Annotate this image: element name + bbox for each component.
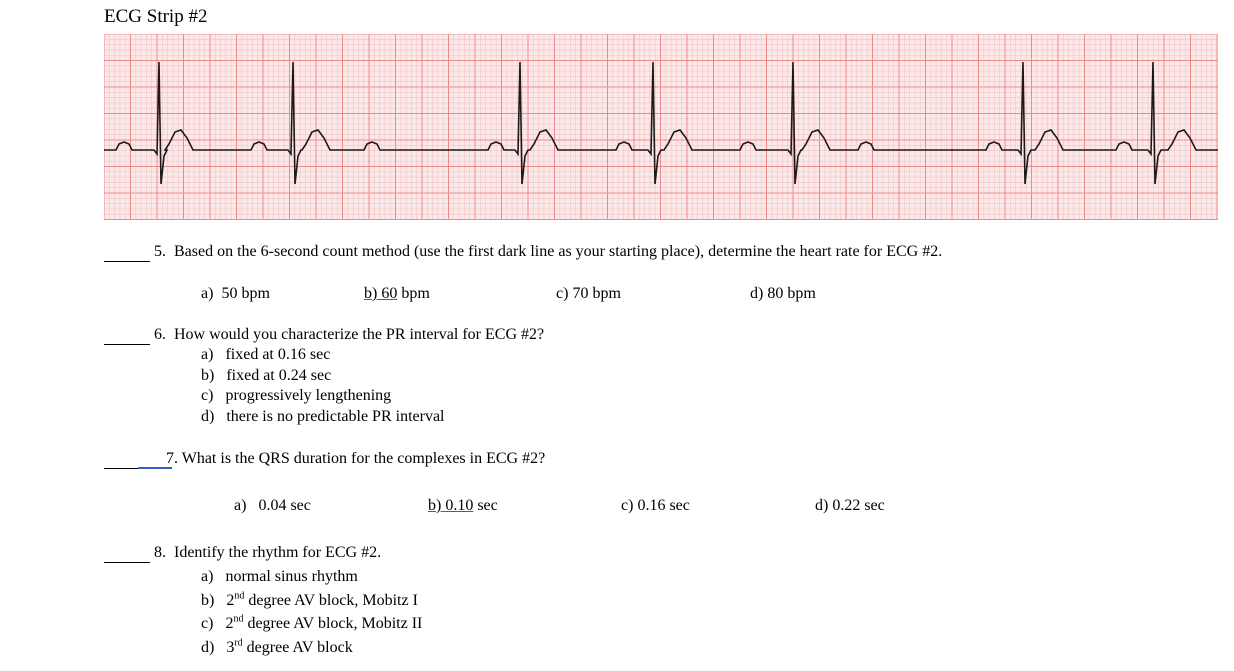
option-letter: a)	[201, 568, 214, 585]
option-letter: c)	[201, 387, 214, 404]
option-text: degree AV block, Mobitz I	[248, 592, 418, 609]
option-d[interactable]	[750, 285, 816, 303]
option-d[interactable]	[201, 408, 444, 426]
question-number: 5.	[154, 243, 166, 260]
option-letter: a)	[201, 346, 214, 363]
option-letter: d)	[201, 639, 215, 656]
option-ordinal: 3	[226, 639, 235, 656]
question-number: 6.	[154, 326, 166, 343]
option-b[interactable]	[428, 497, 498, 515]
option-c[interactable]	[556, 285, 621, 303]
option-letter: b)	[201, 367, 215, 384]
option-text: fixed at 0.16 sec	[225, 346, 331, 363]
option-letter: b)	[428, 497, 442, 514]
option-ordinal: 2	[225, 615, 234, 632]
option-text: 50 bpm	[221, 285, 270, 302]
option-text: degree AV block, Mobitz II	[247, 615, 423, 632]
option-text: 60	[381, 285, 398, 302]
question-text: How would you characterize the PR interval for ECG #2?	[174, 326, 545, 343]
option-d[interactable]	[815, 497, 885, 515]
option-ordinal-suffix: nd	[234, 590, 245, 602]
option-text: 0.16 sec	[637, 497, 690, 514]
option-letter: c)	[621, 497, 634, 514]
question-number: 7.	[166, 450, 178, 467]
option-letter: d)	[750, 285, 764, 302]
option-a[interactable]	[201, 568, 358, 586]
page-title: ECG Strip #2	[104, 6, 208, 27]
question-text: Identify the rhythm for ECG #2.	[174, 544, 382, 561]
answer-blank-q5[interactable]	[104, 261, 150, 262]
question-5	[154, 243, 942, 261]
option-letter: a)	[201, 285, 214, 302]
option-text: 0.10	[445, 497, 474, 514]
option-b[interactable]	[201, 592, 418, 610]
option-unit: sec	[477, 497, 498, 514]
question-6	[154, 326, 544, 344]
option-text: there is no predictable PR interval	[226, 408, 445, 425]
option-d[interactable]	[201, 639, 353, 657]
option-a[interactable]	[201, 285, 270, 303]
option-text: degree AV block	[246, 639, 353, 656]
question-text: Based on the 6-second count method (use the first dark line as your starting place), determine the heart rate for ECG #2.	[174, 243, 943, 260]
option-ordinal: 2	[226, 592, 235, 609]
option-ordinal-suffix: nd	[233, 613, 244, 625]
option-a[interactable]	[234, 497, 311, 515]
option-c[interactable]	[201, 387, 391, 405]
option-letter: c)	[556, 285, 569, 302]
option-letter: d)	[815, 497, 829, 514]
option-letter: b)	[201, 592, 215, 609]
option-letter: c)	[201, 615, 214, 632]
option-ordinal-suffix: rd	[234, 637, 243, 649]
option-c[interactable]	[201, 615, 422, 633]
option-a[interactable]	[201, 346, 330, 364]
option-letter: d)	[201, 408, 215, 425]
ecg-strip	[104, 34, 1218, 220]
answer-blank-q8[interactable]	[104, 562, 150, 563]
option-c[interactable]	[621, 497, 690, 515]
option-text: 0.22 sec	[832, 497, 885, 514]
option-text: fixed at 0.24 sec	[226, 367, 332, 384]
option-unit: bpm	[401, 285, 430, 302]
answer-blank-q7[interactable]	[104, 468, 138, 469]
question-7	[166, 450, 545, 468]
option-text: 70 bpm	[572, 285, 621, 302]
option-b[interactable]	[201, 367, 331, 385]
option-text: 80 bpm	[767, 285, 816, 302]
option-text: progressively lengthening	[225, 387, 392, 404]
question-text: What is the QRS duration for the complexes in ECG #2?	[181, 450, 546, 467]
option-letter: b)	[364, 285, 378, 302]
option-text: normal sinus rhythm	[225, 568, 358, 585]
option-letter: a)	[234, 497, 247, 514]
option-text: 0.04 sec	[258, 497, 311, 514]
question-8	[154, 544, 381, 562]
answer-blank-q6[interactable]	[104, 344, 150, 345]
option-b[interactable]	[364, 285, 430, 303]
question-number: 8.	[154, 544, 166, 561]
